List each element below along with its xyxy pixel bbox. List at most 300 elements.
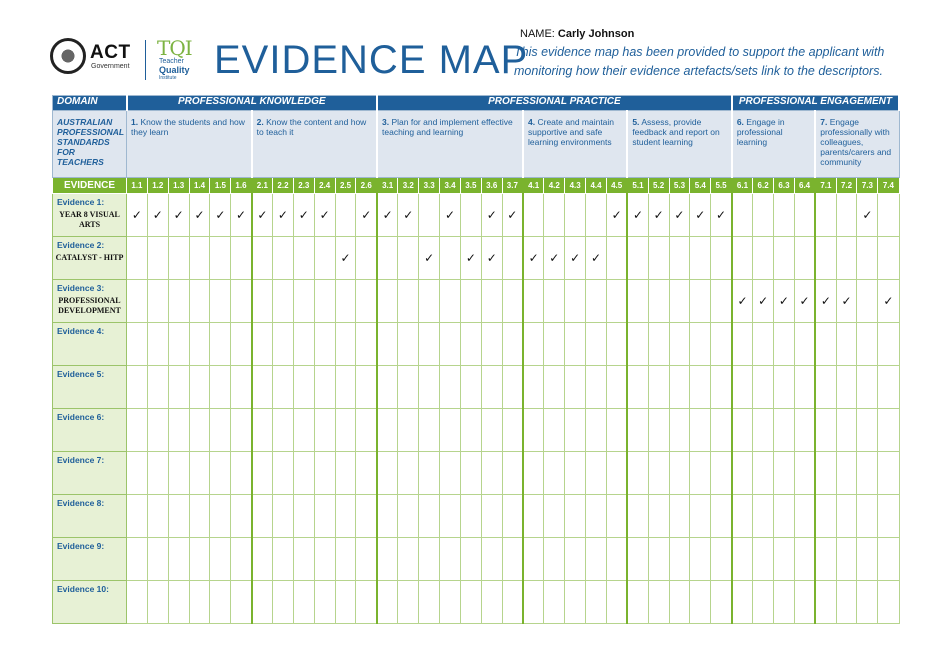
evidence-cell[interactable] — [189, 581, 210, 624]
evidence-cell[interactable] — [794, 280, 815, 323]
evidence-cell[interactable] — [293, 581, 314, 624]
evidence-cell[interactable] — [502, 237, 523, 280]
evidence-cell[interactable] — [168, 409, 189, 452]
evidence-cell[interactable] — [335, 495, 356, 538]
evidence-cell[interactable] — [836, 323, 857, 366]
evidence-cell[interactable] — [314, 237, 335, 280]
evidence-cell[interactable] — [711, 495, 732, 538]
evidence-cell[interactable] — [774, 538, 795, 581]
evidence-cell[interactable] — [753, 409, 774, 452]
evidence-cell[interactable] — [252, 280, 273, 323]
evidence-cell[interactable] — [815, 538, 836, 581]
evidence-cell[interactable] — [314, 452, 335, 495]
evidence-cell[interactable] — [878, 538, 899, 581]
evidence-cell[interactable] — [293, 194, 314, 237]
evidence-cell[interactable] — [836, 452, 857, 495]
evidence-cell[interactable] — [356, 366, 377, 409]
evidence-cell[interactable] — [168, 194, 189, 237]
evidence-cell[interactable] — [398, 323, 419, 366]
evidence-cell[interactable] — [127, 194, 148, 237]
evidence-cell[interactable] — [774, 323, 795, 366]
evidence-cell[interactable] — [565, 366, 586, 409]
evidence-cell[interactable] — [314, 323, 335, 366]
evidence-cell[interactable] — [481, 495, 502, 538]
evidence-cell[interactable] — [586, 366, 607, 409]
evidence-cell[interactable] — [627, 237, 648, 280]
evidence-cell[interactable] — [335, 581, 356, 624]
evidence-cell[interactable] — [356, 495, 377, 538]
evidence-cell[interactable] — [147, 581, 168, 624]
evidence-cell[interactable] — [314, 581, 335, 624]
evidence-cell[interactable] — [857, 495, 878, 538]
evidence-cell[interactable] — [606, 323, 627, 366]
evidence-cell[interactable] — [586, 280, 607, 323]
evidence-cell[interactable] — [335, 538, 356, 581]
evidence-cell[interactable] — [231, 366, 252, 409]
evidence-cell[interactable] — [794, 194, 815, 237]
evidence-cell[interactable] — [440, 366, 461, 409]
evidence-cell[interactable] — [147, 194, 168, 237]
evidence-cell[interactable] — [460, 495, 481, 538]
evidence-cell[interactable] — [460, 538, 481, 581]
evidence-cell[interactable] — [481, 280, 502, 323]
evidence-cell[interactable] — [878, 194, 899, 237]
evidence-cell[interactable] — [648, 366, 669, 409]
evidence-cell[interactable] — [398, 280, 419, 323]
evidence-cell[interactable] — [857, 409, 878, 452]
evidence-cell[interactable] — [440, 452, 461, 495]
evidence-cell[interactable] — [857, 237, 878, 280]
evidence-cell[interactable] — [481, 538, 502, 581]
evidence-cell[interactable] — [627, 280, 648, 323]
evidence-cell[interactable] — [523, 581, 544, 624]
evidence-cell[interactable] — [231, 323, 252, 366]
evidence-cell[interactable] — [836, 194, 857, 237]
evidence-cell[interactable] — [836, 237, 857, 280]
evidence-cell[interactable] — [690, 237, 711, 280]
evidence-cell[interactable] — [711, 280, 732, 323]
evidence-cell[interactable] — [690, 452, 711, 495]
evidence-cell[interactable] — [293, 237, 314, 280]
evidence-cell[interactable] — [356, 194, 377, 237]
evidence-cell[interactable] — [794, 237, 815, 280]
evidence-cell[interactable] — [210, 409, 231, 452]
evidence-cell[interactable] — [565, 280, 586, 323]
evidence-cell[interactable] — [127, 366, 148, 409]
evidence-cell[interactable] — [147, 452, 168, 495]
evidence-cell[interactable] — [606, 538, 627, 581]
evidence-cell[interactable] — [544, 194, 565, 237]
evidence-cell[interactable] — [669, 237, 690, 280]
evidence-cell[interactable] — [231, 538, 252, 581]
evidence-cell[interactable] — [440, 495, 461, 538]
evidence-cell[interactable] — [836, 366, 857, 409]
evidence-cell[interactable] — [440, 280, 461, 323]
evidence-cell[interactable] — [878, 323, 899, 366]
evidence-cell[interactable] — [419, 237, 440, 280]
evidence-cell[interactable] — [189, 495, 210, 538]
evidence-cell[interactable] — [523, 538, 544, 581]
evidence-cell[interactable] — [544, 452, 565, 495]
evidence-cell[interactable] — [669, 194, 690, 237]
evidence-cell[interactable] — [753, 538, 774, 581]
evidence-cell[interactable] — [774, 581, 795, 624]
evidence-cell[interactable] — [231, 409, 252, 452]
evidence-cell[interactable] — [147, 237, 168, 280]
evidence-cell[interactable] — [293, 538, 314, 581]
evidence-cell[interactable] — [440, 323, 461, 366]
evidence-cell[interactable] — [398, 495, 419, 538]
evidence-cell[interactable] — [314, 538, 335, 581]
evidence-cell[interactable] — [586, 538, 607, 581]
evidence-cell[interactable] — [419, 495, 440, 538]
evidence-cell[interactable] — [606, 194, 627, 237]
evidence-cell[interactable] — [293, 452, 314, 495]
evidence-cell[interactable] — [732, 366, 753, 409]
evidence-cell[interactable] — [460, 409, 481, 452]
evidence-cell[interactable] — [168, 538, 189, 581]
evidence-cell[interactable] — [544, 323, 565, 366]
evidence-cell[interactable] — [544, 581, 565, 624]
evidence-cell[interactable] — [419, 581, 440, 624]
evidence-cell[interactable] — [690, 495, 711, 538]
evidence-cell[interactable] — [815, 452, 836, 495]
evidence-cell[interactable] — [836, 495, 857, 538]
evidence-cell[interactable] — [669, 323, 690, 366]
evidence-cell[interactable] — [753, 194, 774, 237]
evidence-cell[interactable] — [711, 366, 732, 409]
evidence-cell[interactable] — [774, 366, 795, 409]
evidence-cell[interactable] — [669, 366, 690, 409]
evidence-cell[interactable] — [815, 323, 836, 366]
evidence-cell[interactable] — [648, 323, 669, 366]
evidence-cell[interactable] — [356, 237, 377, 280]
evidence-cell[interactable] — [189, 237, 210, 280]
evidence-cell[interactable] — [586, 194, 607, 237]
evidence-cell[interactable] — [502, 409, 523, 452]
evidence-cell[interactable] — [377, 538, 398, 581]
evidence-cell[interactable] — [502, 366, 523, 409]
evidence-cell[interactable] — [711, 452, 732, 495]
evidence-cell[interactable] — [147, 323, 168, 366]
evidence-cell[interactable] — [252, 452, 273, 495]
evidence-cell[interactable] — [794, 323, 815, 366]
evidence-cell[interactable] — [481, 194, 502, 237]
evidence-cell[interactable] — [502, 581, 523, 624]
evidence-cell[interactable] — [690, 323, 711, 366]
evidence-cell[interactable] — [753, 581, 774, 624]
evidence-cell[interactable] — [753, 280, 774, 323]
evidence-cell[interactable] — [356, 581, 377, 624]
evidence-cell[interactable] — [627, 538, 648, 581]
evidence-cell[interactable] — [627, 409, 648, 452]
evidence-cell[interactable] — [460, 366, 481, 409]
evidence-cell[interactable] — [544, 538, 565, 581]
evidence-cell[interactable] — [398, 366, 419, 409]
evidence-cell[interactable] — [502, 452, 523, 495]
evidence-cell[interactable] — [440, 409, 461, 452]
evidence-cell[interactable] — [127, 323, 148, 366]
evidence-cell[interactable] — [774, 409, 795, 452]
evidence-cell[interactable] — [502, 538, 523, 581]
evidence-cell[interactable] — [523, 237, 544, 280]
evidence-cell[interactable] — [648, 495, 669, 538]
evidence-cell[interactable] — [398, 452, 419, 495]
evidence-cell[interactable] — [293, 280, 314, 323]
evidence-cell[interactable] — [231, 495, 252, 538]
evidence-cell[interactable] — [419, 452, 440, 495]
evidence-cell[interactable] — [377, 409, 398, 452]
evidence-cell[interactable] — [127, 581, 148, 624]
evidence-cell[interactable] — [127, 452, 148, 495]
evidence-cell[interactable] — [565, 452, 586, 495]
evidence-cell[interactable] — [398, 581, 419, 624]
evidence-cell[interactable] — [314, 366, 335, 409]
evidence-cell[interactable] — [753, 323, 774, 366]
evidence-cell[interactable] — [857, 581, 878, 624]
evidence-cell[interactable] — [273, 538, 294, 581]
evidence-cell[interactable] — [293, 366, 314, 409]
evidence-cell[interactable] — [168, 237, 189, 280]
evidence-cell[interactable] — [565, 194, 586, 237]
evidence-cell[interactable] — [794, 538, 815, 581]
evidence-cell[interactable] — [252, 366, 273, 409]
evidence-cell[interactable] — [273, 280, 294, 323]
evidence-cell[interactable] — [794, 409, 815, 452]
evidence-cell[interactable] — [648, 194, 669, 237]
evidence-cell[interactable] — [210, 194, 231, 237]
evidence-cell[interactable] — [794, 366, 815, 409]
evidence-cell[interactable] — [565, 538, 586, 581]
evidence-cell[interactable] — [273, 409, 294, 452]
evidence-cell[interactable] — [669, 409, 690, 452]
evidence-cell[interactable] — [377, 194, 398, 237]
evidence-cell[interactable] — [606, 237, 627, 280]
evidence-cell[interactable] — [648, 280, 669, 323]
evidence-cell[interactable] — [481, 581, 502, 624]
evidence-cell[interactable] — [419, 538, 440, 581]
evidence-cell[interactable] — [732, 237, 753, 280]
evidence-cell[interactable] — [732, 280, 753, 323]
evidence-cell[interactable] — [565, 237, 586, 280]
evidence-cell[interactable] — [252, 194, 273, 237]
evidence-cell[interactable] — [273, 581, 294, 624]
evidence-cell[interactable] — [293, 409, 314, 452]
evidence-cell[interactable] — [732, 581, 753, 624]
evidence-cell[interactable] — [690, 581, 711, 624]
evidence-cell[interactable] — [481, 323, 502, 366]
evidence-cell[interactable] — [878, 237, 899, 280]
evidence-cell[interactable] — [168, 495, 189, 538]
evidence-cell[interactable] — [210, 237, 231, 280]
evidence-cell[interactable] — [335, 237, 356, 280]
evidence-cell[interactable] — [565, 495, 586, 538]
evidence-cell[interactable] — [878, 409, 899, 452]
evidence-cell[interactable] — [606, 366, 627, 409]
evidence-cell[interactable] — [273, 366, 294, 409]
evidence-cell[interactable] — [377, 495, 398, 538]
evidence-cell[interactable] — [711, 538, 732, 581]
evidence-cell[interactable] — [231, 280, 252, 323]
evidence-cell[interactable] — [544, 495, 565, 538]
evidence-cell[interactable] — [669, 452, 690, 495]
evidence-cell[interactable] — [544, 280, 565, 323]
evidence-cell[interactable] — [127, 409, 148, 452]
evidence-cell[interactable] — [774, 495, 795, 538]
evidence-cell[interactable] — [627, 366, 648, 409]
evidence-cell[interactable] — [836, 409, 857, 452]
evidence-cell[interactable] — [690, 194, 711, 237]
evidence-cell[interactable] — [774, 452, 795, 495]
evidence-cell[interactable] — [252, 323, 273, 366]
evidence-cell[interactable] — [544, 409, 565, 452]
evidence-cell[interactable] — [460, 280, 481, 323]
evidence-cell[interactable] — [690, 409, 711, 452]
evidence-cell[interactable] — [794, 452, 815, 495]
evidence-cell[interactable] — [127, 280, 148, 323]
evidence-cell[interactable] — [753, 366, 774, 409]
evidence-cell[interactable] — [836, 280, 857, 323]
evidence-cell[interactable] — [210, 280, 231, 323]
evidence-cell[interactable] — [273, 323, 294, 366]
evidence-cell[interactable] — [627, 194, 648, 237]
evidence-cell[interactable] — [753, 452, 774, 495]
evidence-cell[interactable] — [544, 366, 565, 409]
evidence-cell[interactable] — [419, 366, 440, 409]
evidence-cell[interactable] — [711, 237, 732, 280]
evidence-cell[interactable] — [586, 452, 607, 495]
evidence-cell[interactable] — [815, 581, 836, 624]
evidence-cell[interactable] — [231, 194, 252, 237]
evidence-cell[interactable] — [627, 581, 648, 624]
evidence-cell[interactable] — [669, 581, 690, 624]
evidence-cell[interactable] — [711, 323, 732, 366]
evidence-cell[interactable] — [502, 323, 523, 366]
evidence-cell[interactable] — [481, 237, 502, 280]
evidence-cell[interactable] — [273, 495, 294, 538]
evidence-cell[interactable] — [168, 280, 189, 323]
evidence-cell[interactable] — [627, 452, 648, 495]
evidence-cell[interactable] — [857, 366, 878, 409]
evidence-cell[interactable] — [252, 538, 273, 581]
evidence-cell[interactable] — [878, 280, 899, 323]
evidence-cell[interactable] — [774, 194, 795, 237]
evidence-cell[interactable] — [335, 452, 356, 495]
evidence-cell[interactable] — [231, 452, 252, 495]
evidence-cell[interactable] — [252, 237, 273, 280]
evidence-cell[interactable] — [481, 366, 502, 409]
evidence-cell[interactable] — [335, 323, 356, 366]
evidence-cell[interactable] — [335, 366, 356, 409]
evidence-cell[interactable] — [836, 581, 857, 624]
evidence-cell[interactable] — [460, 581, 481, 624]
evidence-cell[interactable] — [377, 280, 398, 323]
evidence-cell[interactable] — [732, 409, 753, 452]
evidence-cell[interactable] — [606, 452, 627, 495]
evidence-cell[interactable] — [419, 323, 440, 366]
evidence-cell[interactable] — [523, 194, 544, 237]
evidence-cell[interactable] — [398, 237, 419, 280]
evidence-cell[interactable] — [627, 323, 648, 366]
evidence-cell[interactable] — [481, 452, 502, 495]
evidence-cell[interactable] — [732, 495, 753, 538]
evidence-cell[interactable] — [460, 323, 481, 366]
evidence-cell[interactable] — [565, 409, 586, 452]
evidence-cell[interactable] — [502, 194, 523, 237]
evidence-cell[interactable] — [774, 280, 795, 323]
evidence-cell[interactable] — [168, 581, 189, 624]
evidence-cell[interactable] — [774, 237, 795, 280]
evidence-cell[interactable] — [189, 323, 210, 366]
evidence-cell[interactable] — [314, 495, 335, 538]
evidence-cell[interactable] — [711, 194, 732, 237]
evidence-cell[interactable] — [440, 581, 461, 624]
evidence-cell[interactable] — [690, 280, 711, 323]
evidence-cell[interactable] — [794, 581, 815, 624]
evidence-cell[interactable] — [273, 452, 294, 495]
evidence-cell[interactable] — [648, 581, 669, 624]
evidence-cell[interactable] — [252, 409, 273, 452]
evidence-cell[interactable] — [419, 280, 440, 323]
evidence-cell[interactable] — [711, 409, 732, 452]
evidence-cell[interactable] — [857, 538, 878, 581]
evidence-cell[interactable] — [147, 366, 168, 409]
evidence-cell[interactable] — [606, 495, 627, 538]
evidence-cell[interactable] — [460, 237, 481, 280]
evidence-cell[interactable] — [586, 409, 607, 452]
evidence-cell[interactable] — [210, 366, 231, 409]
evidence-cell[interactable] — [127, 538, 148, 581]
evidence-cell[interactable] — [648, 237, 669, 280]
evidence-cell[interactable] — [398, 194, 419, 237]
evidence-cell[interactable] — [147, 409, 168, 452]
evidence-cell[interactable] — [586, 237, 607, 280]
evidence-cell[interactable] — [398, 538, 419, 581]
evidence-cell[interactable] — [314, 280, 335, 323]
evidence-cell[interactable] — [419, 194, 440, 237]
evidence-cell[interactable] — [210, 495, 231, 538]
evidence-cell[interactable] — [273, 237, 294, 280]
evidence-cell[interactable] — [753, 237, 774, 280]
evidence-cell[interactable] — [544, 237, 565, 280]
evidence-cell[interactable] — [502, 495, 523, 538]
evidence-cell[interactable] — [606, 280, 627, 323]
evidence-cell[interactable] — [878, 366, 899, 409]
evidence-cell[interactable] — [168, 323, 189, 366]
evidence-cell[interactable] — [711, 581, 732, 624]
evidence-cell[interactable] — [732, 194, 753, 237]
evidence-cell[interactable] — [377, 581, 398, 624]
evidence-cell[interactable] — [293, 495, 314, 538]
evidence-cell[interactable] — [857, 323, 878, 366]
evidence-cell[interactable] — [419, 409, 440, 452]
evidence-cell[interactable] — [189, 194, 210, 237]
evidence-cell[interactable] — [857, 452, 878, 495]
evidence-cell[interactable] — [815, 366, 836, 409]
evidence-cell[interactable] — [815, 237, 836, 280]
evidence-cell[interactable] — [210, 581, 231, 624]
evidence-cell[interactable] — [314, 194, 335, 237]
evidence-cell[interactable] — [252, 495, 273, 538]
evidence-cell[interactable] — [586, 581, 607, 624]
evidence-cell[interactable] — [335, 280, 356, 323]
evidence-cell[interactable] — [398, 409, 419, 452]
evidence-cell[interactable] — [189, 538, 210, 581]
evidence-cell[interactable] — [586, 323, 607, 366]
evidence-cell[interactable] — [460, 194, 481, 237]
evidence-cell[interactable] — [481, 409, 502, 452]
evidence-cell[interactable] — [669, 495, 690, 538]
